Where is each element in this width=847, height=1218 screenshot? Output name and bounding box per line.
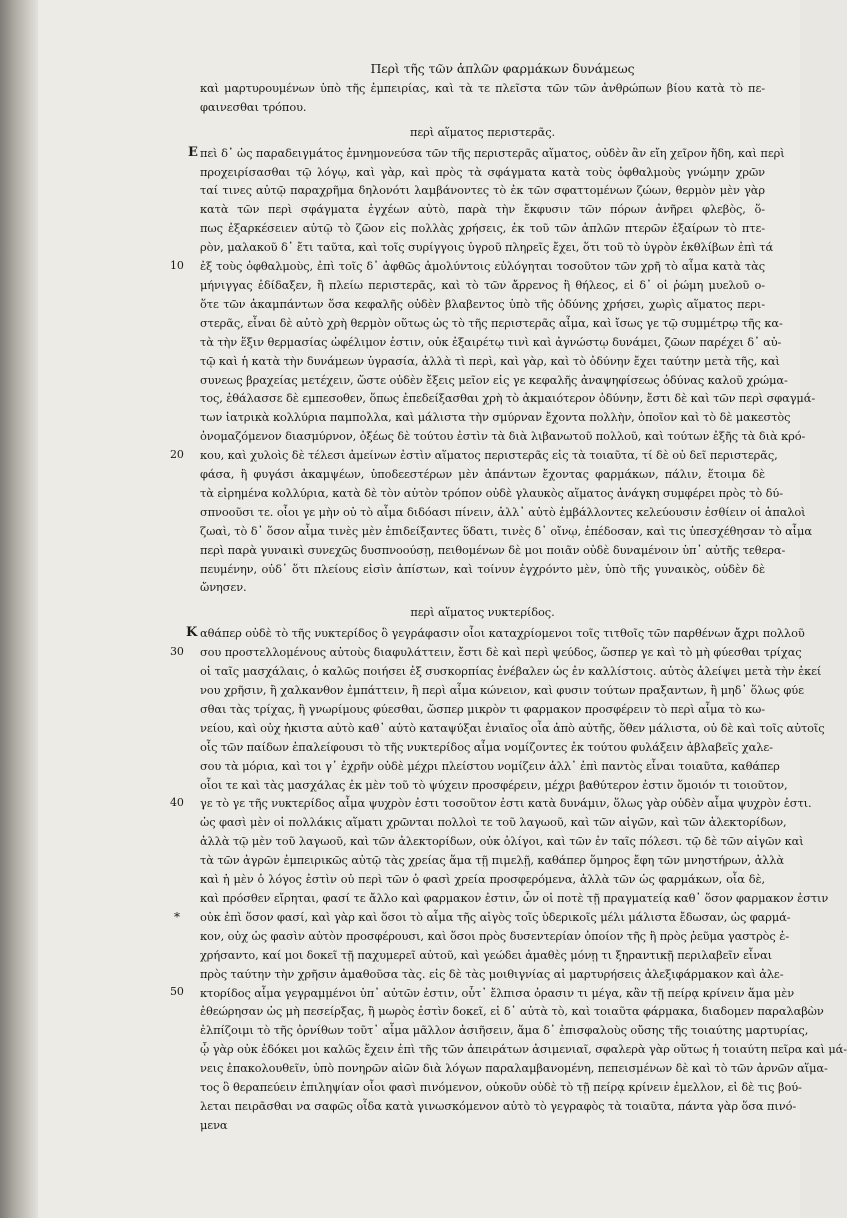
text-line: ὤνησεν.: [200, 580, 247, 595]
text-line: σου τὰ μόρια, καὶ τοι γ᾽ ἐχρῆν οὐδὲ μέχρι πλείστου νομίζειν ἀλλ᾽ ἐπὶ παντὸς εἶναι τοιαῦτα, καθάπερ: [200, 758, 780, 773]
marginal-asterisk: *: [174, 909, 180, 924]
book-page: [38, 0, 847, 1218]
line-number: 30: [170, 645, 184, 659]
text-line: λεται πειρᾶσθαι να σαφῶς οἶδα κατὰ γινωσκόμενον αὐτὸ τὸ γεγραφὸς τὰ τοιαῦτα, πάντα γὰρ ὅσα πινό-: [200, 1098, 797, 1113]
text-line: πευμένην, οὐδ᾽ ὅτι πλείους εἰσὶν ἀπίστων, καὶ τοίνυν ἐγχρόντο μὲν, ὑπὸ τῆς γυναικὸς, οὐδὲν δὲ: [200, 561, 765, 576]
text-line: κατὰ τῶν περὶ σφάγματα ἐγχέων αὐτὸ, παρὰ τὴν ἔκφυσιν τῶν πόρων ἀνῆρει φλεβὸς, ὅ-: [200, 202, 765, 217]
text-line: σπνοοῦσι τε. οἷοι γε μὴν οὐ τὸ αἷμα διδόασι πίνειν, ἀλλ᾽ αὐτὸ ἐμβάλλοντες κελεύουσιν ἐσθίειν οἱ ἁπαλοὶ: [200, 504, 806, 519]
text-line: οἷς τῶν παίδων ἐπαλείφουσι τὸ τῆς νυκτερίδος αἷμα νομίζοντες ἐκ τούτου φυλάξειν ἀβλαβεῖς χαλε-: [200, 739, 773, 754]
text-line: ταί τινες αὐτῷ παραχρῆμα δηλονότι λαμβάνοντες τὸ ἐκ τῶν σφαττομένων ζώων, θερμὸν μὲν γὰρ: [200, 183, 765, 198]
section-heading-bat-blood: περὶ αἵματος νυκτερίδος.: [410, 605, 555, 620]
text-line: νεις ἐπακολουθεῖν, ὑπὸ πονηρῶν αἰῶν διὰ λόγων παραλαμβανομένη, πεπεισμένων δὲ καὶ τὸ τῶν ἀρνῶν αἵμα-: [200, 1061, 828, 1076]
text-line: καὶ πρόσθεν εἴρηται, φασί τε ἄλλο καὶ φαρμακον ἐστιν, ὧν οἱ ποτὲ τῇ πραγματείᾳ καθ᾽ ὅσον φαρμακον ἐστιν: [200, 890, 829, 905]
intro-paragraph: [200, 79, 765, 117]
text-line: φάσα, ἢ φυγάσι ἀκαμψέων, ὑποδεεστέρων μὲν ἀπάντων ἔχοντας φαρμάκων, πάλιν, ἕτοιμα δὲ: [200, 467, 765, 482]
text-line: καὶ μαρτυρουμένων ὑπὸ τῆς ἐμπειρίας, καὶ τὰ τε πλεῖστα τῶν τῶν ἀνθρώπων βίου κατὰ τὸ πε-: [200, 80, 765, 95]
text-line: κου, καὶ χυλοὶς δὲ τέλεσι ἀμείνων ἐστὶν αἵματος περιστερᾶς εἰς τὰ τοιαῦτα, τί δὲ οὐ δεῖ περιστερᾶς,: [200, 448, 778, 463]
text-line: τὰ τὴν ἕξιν θερμασίας ὠφέλιμον ἐστιν, οὐκ ἐξαιρέτῳ τινὶ καὶ ἀγνώστῳ δυνάμει, ζῶων παρέχει δ᾽ αὐ-: [200, 334, 782, 349]
text-line: ὀνομαζόμενον διασμύρνον, ὀξέως δὲ τούτου ἐστὶν τὰ διὰ λιβανωτοῦ πολλοῦ, καὶ τούτων ἐξῆς τὰ διὰ κρό-: [200, 429, 806, 444]
text-line: ὡς φασὶ μὲν οἱ πολλάκις αἵματι χρῶνται πολλοὶ τε τοῦ λαγωοῦ, καὶ τῶν αἰγῶν, καὶ τῶν ἀλεκτορίδων,: [200, 815, 787, 830]
text-line: σου προστελλομένους αὐτοὺς διαφυλάττειν, ἔστι δὲ καὶ περὶ ψεύδος, ὥσπερ γε καὶ τὸ μὴ φύεσθαι τρίχας: [200, 645, 802, 660]
section-heading-pigeon-blood: περὶ αἵματος περιστερᾶς.: [409, 124, 556, 139]
text-line: τος ὃ θεραπεύειν ἐπιληψίαν οἷοι φασὶ πινόμενον, οὐκοῦν οὐδὲ τὸ τῇ πείρᾳ κρίνειν ἐμελλον, εἰ δὲ τις βού-: [200, 1080, 802, 1095]
text-line: οἱ ταῖς μασχάλαις, ὁ καλῶς ποιήσει ἐξ συσκορπίας ἐνέβαλεν ὡς ἐν καλλίστοις. αὐτὸς ἀλείψει μετὰ τὴν ἐκεί: [200, 664, 822, 679]
text-line: οἷοι τε καὶ τὰς μασχάλας ἐκ μὲν τοῦ τὸ ψύχειν προσφέρειν, μέχρι βαθύτερον ἐστιν ὅμοιόν τι τοιοῦτον,: [200, 777, 788, 792]
text-line: χρήσαντο, καί μοι δοκεῖ τῇ παχυμερεῖ αὐτοῦ, καὶ γεώδει ἀμαθὲς μόνῃ τι ξηραντικῇ περιλαβεῖν εἶναι: [200, 947, 773, 962]
text-line: κτορίδος αἷμα γεγραμμένοι ὑπ᾽ αὐτῶν ἐστιν, οὗτ᾽ ἔλπισα ὀρασιν τι μέγα, κἂν τῇ πείρᾳ κρίνειν ἅμα μὲν: [200, 985, 795, 1000]
text-line: καὶ ἡ μὲν ὁ λόγος ἐστὶν οὐ περὶ τῶν ὁ φασὶ χρεία προσφερόμενα, ἀλλὰ τῶν ὡς φαρμάκων, οἷα δὲ,: [200, 872, 765, 887]
text-line: ἐξ τοὺς ὀφθαλμοὺς, ἐπὶ τοῖς δ᾽ ἀφθῶς ἀμολύντοις εὐλόγηται τοσοῦτον τῶν χρῆ τὸ αἷμα κατὰ τὰς: [200, 259, 765, 274]
text-line: ζωαὶ, τὸ δ᾽ ὅσον αἷμα τινὲς μὲν ἐπιδείξαντες ὕδατι, τινὲς δ᾽ οἴνῳ, ἐπέδοσαν, καὶ τις ὑπεσχέθησαν τὸ αἷμα: [200, 523, 812, 538]
text-line: τὰ τῶν ἀγρῶν ἐμπειρικῶς αὐτῷ τὰς χρείας ἅμα τῇ πιμελῇ, καθάπερ ὅμηρος ἔφη τῶν μνηστήρων, ἀλλὰ: [200, 853, 784, 868]
text-line: προχειρίσασθαι τῷ λόγῳ, καὶ γὰρ, καὶ πρὸς τὰ σφάγματα κατὰ τοὺς ὀφθαλμοὺς γνώμην χρῶν: [200, 164, 765, 179]
text-line: πρὸς ταύτην τὴν χρῆσιν ἀμαθοῦσα τὰς. εἰς δὲ τὰς μοιθιγνίας αἱ μαρτυρήσεις ἀλεξιφάρμακον καὶ ἀλε-: [200, 966, 784, 981]
text-line: κον, οὐχ ὡς φασὶν αὐτὸν προσφέρουσι, καὶ ὅσοι πρὸς δυσεντερίαν ὁποίον τῆς ἢ πρὸς ῥεῦμα γαστρὸς ἐ-: [200, 928, 789, 943]
text-line: μενα: [200, 1117, 228, 1132]
text-block: [170, 60, 847, 1135]
line-number: 20: [170, 448, 184, 462]
text-line: συνεως βραχείας μετέχειν, ὥστε οὐδὲν ἔξεις μεῖον εἰς γε κεφαλῆς ἀναψηφίσεως ὀδύνας καλοῦ χρώμα-: [200, 372, 788, 387]
text-line: μήνιγγας ἐδίδαξεν, ἢ πλείω περιστερᾶς, καὶ τὸ τῶν ἄρρενος ἢ θήλεος, εἰ δ᾽ οἱ ῥώμη μυελοῦ ο-: [200, 277, 765, 292]
text-line: τὰ εἰρημένα κολλύρια, κατὰ δὲ τὸν αὐτὸν τρόπον οὐδὲ γλαυκὸς αἵματος ἀνάγκη συμφέρει πρὸς τὸ δύ-: [200, 485, 783, 500]
text-line: γε τὸ γε τῆς νυκτερίδος αἷμα ψυχρὸν ἐστι τοσοῦτον ἐστι κατὰ δυνάμιν, ὅλως γὰρ οὐδὲν αἷμα ψυχρὸν ἐστι.: [200, 796, 812, 811]
text-line: τῷ καὶ ἡ κατὰ τὴν δυνάμεων ὑγρασία, ἀλλὰ τὶ περὶ, καὶ γὰρ, καὶ τὸ ὀδύνην ἔχει ταύτην μετὰ τῆς, καὶ: [200, 353, 780, 368]
text-line: νείου, καὶ οὐχ ἡκιστα αὐτὸ καθ᾽ αὐτὸ καταψύξαι ἐνιαῖος οἷα ἀπὸ αὐτῆς, ὅθεν μάλιστα, οὐ δὲ καὶ τοῖς αὐτοῖς: [200, 720, 825, 735]
line-number: 10: [170, 259, 184, 273]
pigeon-blood-paragraph: [170, 144, 816, 598]
text-line: νου χρῆσιν, ἢ χαλκανθον ἐμπάττειν, ἢ περὶ αἷμα κώνειον, καὶ φυσιν τούτων πραξαντων, ἢ μηδ᾽ ὅλως φύε: [200, 683, 804, 697]
text-line: ἐθεώρησαν ὡς μὴ πεσείρξας, ἢ μωρὸς ἐστὶν δοκεῖ, εἰ δ᾽ αὐτὰ τὸ, καὶ τοιαῦτα φάρμακα, διαδομεν παραλαβὼν: [200, 1004, 824, 1019]
text-line: σθαι τὰς τρίχας, ἢ γνωρίμους φύεσθαι, ὥσπερ μικρὸν τι φαρμακον προσφέρειν τὸ περὶ αἷμα τὸ κω-: [200, 701, 765, 716]
text-line: περὶ παρὰ γυναικὶ συνεχῶς δυσπνοούσῃ, πειθομένων δὲ μοι ποιᾶν οὐδὲ δυναμένοιν ὑπ᾽ αὐτῆς τεθερα-: [200, 542, 786, 557]
running-head: Περὶ τῆς τῶν ἁπλῶν φαρμάκων δυνάμεως: [370, 61, 635, 76]
text-line: στερᾶς, εἶναι δὲ αὐτὸ χρὴ θερμὸν οὕτως ὡς τὸ τῆς περιστερᾶς αἷμα, καὶ ἴσως γε τῷ συμμέτρῳ τῆς κα-: [200, 315, 783, 330]
text-line: ἐλπίζοιμι τὸ τῆς ὀρνίθων τοῦτ᾽ αἷμα μᾶλλον ἀσιῆσειν, ἅμα δ᾽ ἐπισφαλοὺς οὔσης τῆς τοιαύτης μαρτυρίας,: [200, 1023, 809, 1038]
binding-gutter: [0, 0, 38, 1218]
text-line: ὅτε τῶν ἀκαμπάντων ὅσα κεφαλῆς οὐδὲν βλαβεντος ὑπὸ τῆς ὀδύνης χρήσει, χωρὶς αἵματος περι-: [200, 296, 765, 311]
text-line: πως ἐξαρκέσειεν αὐτῷ τὸ ζῶον εἰς πολλὰς χρήσεις, ἐκ τοῦ τῶν ἁπλῶν πτερῶν ἐξαίρων τὸ πτε-: [200, 221, 765, 236]
line-number: 50: [170, 985, 184, 999]
line-number: 40: [170, 796, 184, 810]
text-line: ρὸν, μαλακοῦ δ᾽ ἔτι ταῦτα, καὶ τοῖς συρίγγοις ὑγροῦ πληρεῖς ἔχει, ὅτι τοῦ τὸ ὑγρὸν ἐκθλίβων ἐπὶ τά: [200, 240, 774, 255]
text-line: οὐκ ἐπὶ ὅσον φασί, καὶ γὰρ καὶ ὅσοι τὸ αἷμα τῆς αἰγὸς τοῖς ὑδερικοῖς μέλι μάλιστα ἔδωσαν, ὡς φαρμά-: [200, 909, 791, 924]
text-line: των ἰατρικὰ κολλύρια παμπολλα, καὶ μάλιστα τὴν σμύρναν ἔχοντα πολλὴν, ὁποῖον καὶ τὸ δὲ μακεστὸς: [200, 410, 791, 425]
text-line: φαινεσθαι τρόπου.: [200, 99, 307, 114]
bat-blood-paragraph: [170, 624, 847, 1134]
text-line: πεὶ δ᾽ ὡς παραδειγμάτος ἐμνημονεύσα τῶν τῆς περιστερᾶς αἵματος, οὐδὲν ἂν εἴη χεῖρον ἤδη, καὶ περὶ: [200, 145, 785, 160]
text-line: ἀλλὰ τῷ μὲν τοῦ λαγωοῦ, καὶ τῶν ἀλεκτορίδων, οὐκ ὀλίγοι, καὶ τῶν ἐν ταῖς πόλεσι. τῷ δὲ τῶν αἰγῶν καὶ: [200, 834, 804, 849]
drop-initial-e: E: [188, 144, 198, 160]
text-line: αθάπερ οὐδὲ τὸ τῆς νυκτερίδος ὃ γεγράφασιν οἷοι καταχρίομενοι τοῖς τιτθοῖς τῶν παρθένων ἄχρι πολλοῦ: [200, 626, 805, 641]
drop-initial-k: K: [186, 625, 198, 641]
text-line: τος, ἐθάλασσε δὲ εμπεσοθεν, ὅπως ἐπεδείξασθαι χρὴ τὸ ἀκμαιότερον ὀδύνην, ἔστι δὲ καὶ τῶν περὶ σφαγμά-: [200, 391, 816, 406]
text-line: ᾧ γὰρ οὐκ ἐδόκει μοι καλῶς ἔχειν ἐπὶ τῆς τῶν ἀπειράτων ἀσιμενιαῖ, σφαλερὰ γὰρ οὕτως ἡ τοιαύτη πεῖρα καὶ μά-: [200, 1042, 847, 1057]
